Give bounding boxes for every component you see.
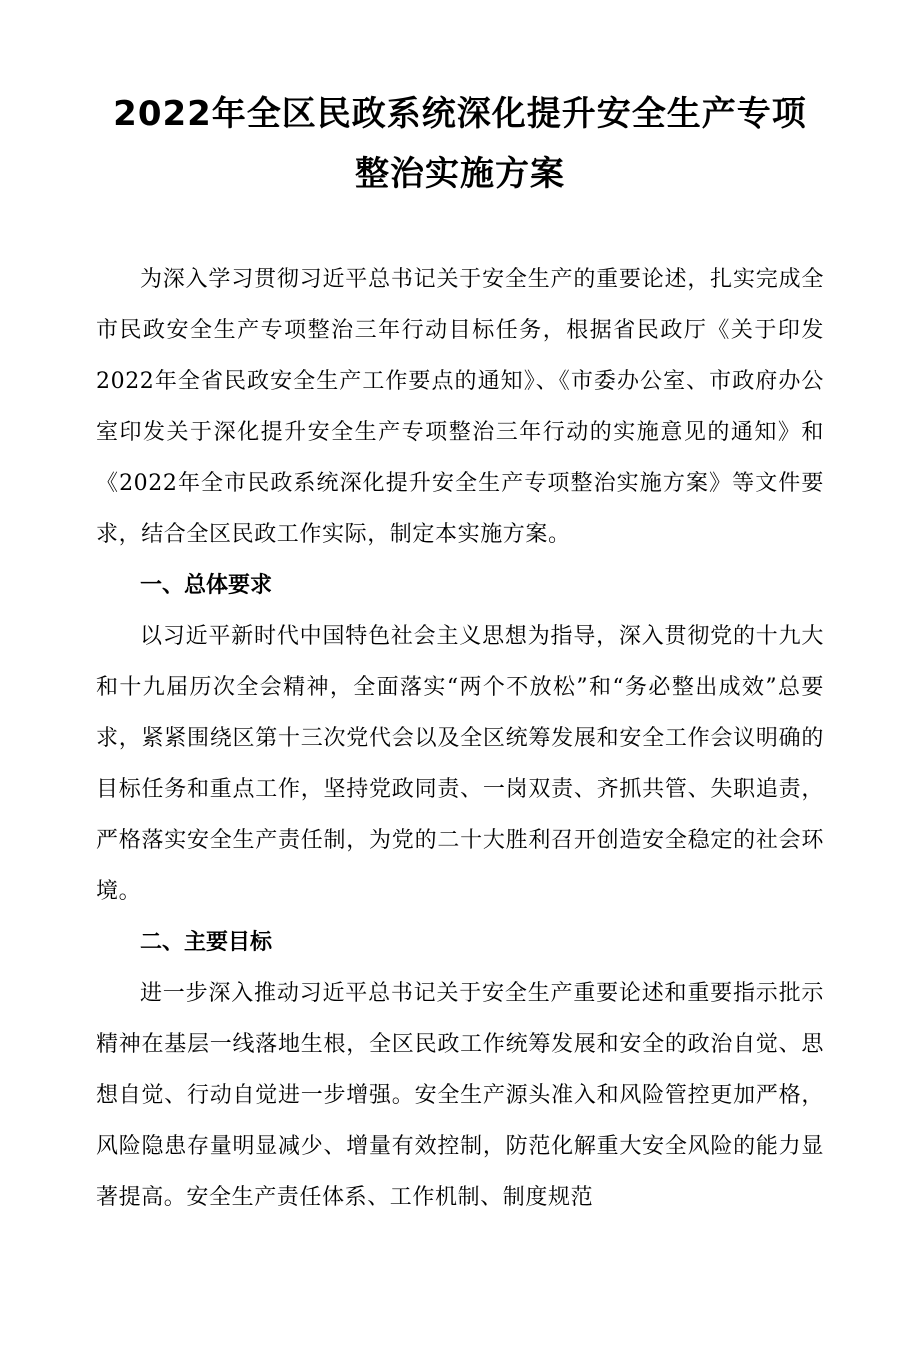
document-title [96,84,824,204]
section-2-heading: 二、主要目标 [140,930,273,955]
title-line-1: 2022年全区民政系统深化提升安全生产专项 [113,94,807,134]
section-1-heading: 一、总体要求 [140,573,273,598]
section-2-paragraph: 进一步深入推动习近平总书记关于安全生产重要论述和重要指示批示精神在基层一线落地生根，全区民政工作统筹发展和安全的政治自觉、思想自觉、行动自觉进一步增强。安全生产源头准入和风险管控更加严格，风险隐患存量明显减少、增量有效控制，防范化解重大安全风险的能力显著提高。安全生产责任体系、工作机制、制度规范 [96,981,824,1210]
title-line-2: 整治实施方案 [355,154,565,194]
intro-paragraph: 为深入学习贯彻习近平总书记关于安全生产的重要论述，扎实完成全市民政安全生产专项整治三年行动目标任务，根据省民政厅《关于印发2022年全省民政安全生产工作要点的通知》、《市委办公室、市政府办公室印发关于深化提升安全生产专项整治三年行动的实施意见的通知》和《2022年全市民政系统深化提升安全生产专项整治实施方案》等文件要求，结合全区民政工作实际，制定本实施方案。 [96,267,824,547]
section-1-paragraph: 以习近平新时代中国特色社会主义思想为指导，深入贯彻党的十九大和十九届历次全会精神，全面落实“两个不放松”和“务必整出成效”总要求，紧紧围绕区第十三次党代会以及全区统筹发展和安全工作会议明确的目标任务和重点工作，坚持党政同责、一岗双责、齐抓共管、失职追责，严格落实安全生产责任制，为党的二十大胜利召开创造安全稳定的社会环境。 [96,624,824,904]
